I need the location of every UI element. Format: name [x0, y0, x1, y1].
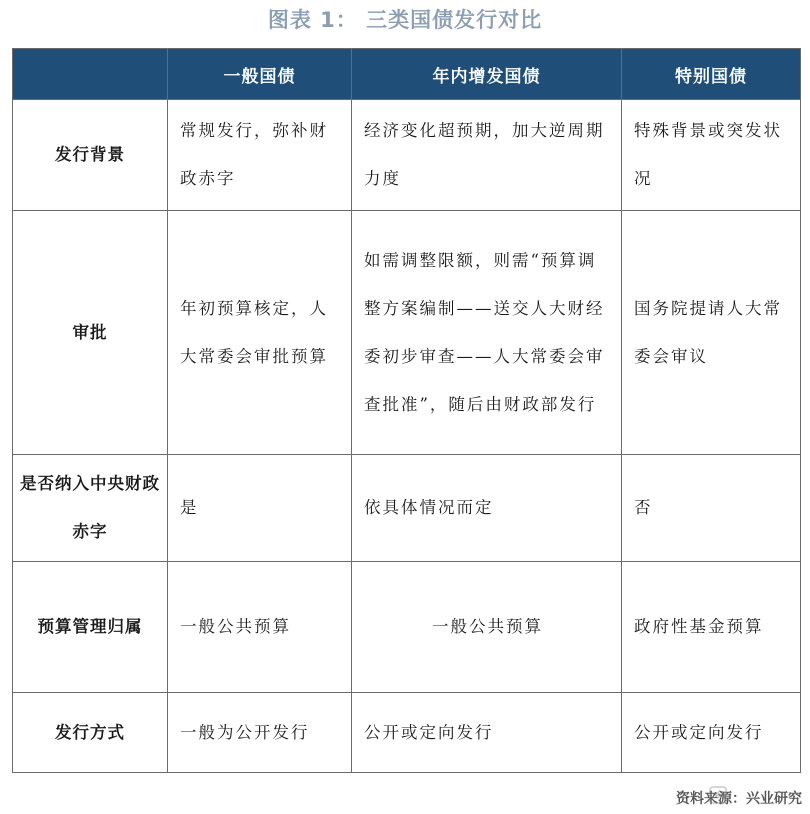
source-note: 资料来源：兴业研究: [676, 791, 802, 807]
table-cell: 年初预算核定，人大常委会审批预算: [168, 211, 352, 455]
table-cell: 一般为公开发行: [168, 693, 352, 773]
table-cell: 一般公共预算: [352, 562, 622, 693]
row-label: 是否纳入中央财政赤字: [13, 455, 168, 562]
table-cell: 公开或定向发行: [352, 693, 622, 773]
table-cell: 依具体情况而定: [352, 455, 622, 562]
header-general-bond: 一般国债: [168, 49, 352, 100]
chart-title: 图表 1： 三类国债发行对比: [267, 8, 543, 32]
table-row: [13, 693, 801, 773]
comparison-table: [12, 48, 801, 773]
header-row: [13, 49, 801, 100]
header-additional-bond: 年内增发国债: [352, 49, 622, 100]
table-row: [13, 211, 801, 455]
table-cell: 如需调整限额，则需“预算调整方案编制——送交人大财经委初步审查——人大常委会审查批准”，随后由财政部发行: [352, 211, 622, 455]
gelonghui-watermark-icon: [708, 784, 798, 806]
header-special-bond: 特别国债: [622, 49, 801, 100]
row-label: 预算管理归属: [13, 562, 168, 693]
table-cell: 一般公共预算: [168, 562, 352, 693]
table-row: [13, 455, 801, 562]
header-corner: [13, 49, 168, 100]
row-label: 发行方式: [13, 693, 168, 773]
row-label: 审批: [13, 211, 168, 455]
table-cell: 常规发行，弥补财政赤字: [168, 100, 352, 211]
table-cell: 特殊背景或突发状况: [622, 100, 801, 211]
table-cell: 政府性基金预算: [622, 562, 801, 693]
row-label: 发行背景: [13, 100, 168, 211]
table-row: [13, 562, 801, 693]
table-cell: 否: [622, 455, 801, 562]
table-cell: 国务院提请人大常委会审议: [622, 211, 801, 455]
table-row: [13, 100, 801, 211]
table-cell: 公开或定向发行: [622, 693, 801, 773]
table-cell: 经济变化超预期，加大逆周期力度: [352, 100, 622, 211]
table-cell: 是: [168, 455, 352, 562]
